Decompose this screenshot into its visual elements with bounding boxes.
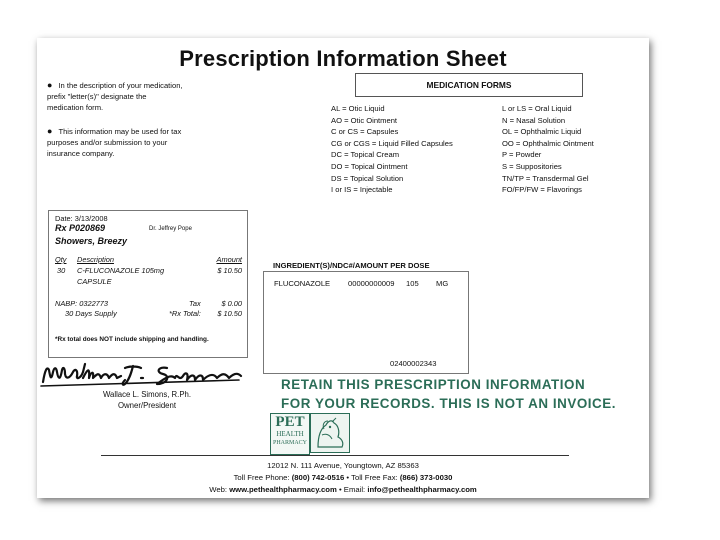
rx-desc-header: Description	[77, 255, 114, 264]
website-link[interactable]: www.pethealthpharmacy.com	[229, 485, 337, 494]
rx-amount-header: Amount	[216, 255, 242, 264]
footer-address: 12012 N. 111 Avenue, Youngtown, AZ 85363	[267, 461, 419, 470]
rx-qty: 30	[57, 266, 66, 275]
rx-footnote: *Rx total does NOT include shipping and handling.	[55, 336, 209, 343]
ingredient-code: 02400002343	[390, 359, 437, 368]
email-link[interactable]: info@pethealthpharmacy.com	[367, 485, 477, 494]
medication-forms-right: L or LS = Oral Liquid N = Nasal Solution OL = Ophthalmic Liquid OO = Ophthalmic Ointment P = Powder S = Suppositories TN/TP = Transdermal Gel FO/FP/FW = Flavorings	[502, 104, 594, 195]
note-tax-purposes: ● This information may be used for tax purposes and/or submission to your insurance company.	[47, 126, 182, 158]
rx-tax-value: $ 0.00	[221, 299, 242, 308]
pets-emblem-icon	[310, 413, 350, 453]
pharmacist-role: Owner/President	[117, 401, 177, 410]
rx-doctor: Dr. Jeffrey Pope	[149, 226, 192, 232]
rx-total-value: $ 10.50	[217, 309, 242, 318]
note-medication-prefix: ● In the description of your medication, prefix "letter(s)" designate the medication form.	[47, 80, 183, 112]
medication-forms-left: AL = Otic Liquid AO = Otic Ointment C or CS = Capsules CG or CGS = Liquid Filled Capsules DC = Topical Cream DO = Topical Ointment DS = Topical Solution I or IS = Injectable	[331, 104, 453, 195]
bullet-icon: ●	[47, 126, 53, 136]
ingredients-box	[263, 271, 469, 374]
page-title: Prescription Information Sheet	[179, 46, 507, 71]
fax-number: (866) 373-0030	[399, 473, 453, 482]
rx-tax-label: Tax	[189, 299, 201, 308]
rx-date: Date: 3/13/2008	[55, 214, 108, 223]
rx-nabp: NABP: 0322773	[55, 299, 109, 308]
ingredients-heading: INGREDIENT(S)/NDC#/AMOUNT PER DOSE	[273, 261, 430, 270]
ingredient-ndc: 00000000009	[348, 279, 395, 288]
medication-forms-heading: MEDICATION FORMS	[355, 73, 583, 97]
rx-patient: Showers, Breezy	[55, 236, 128, 246]
rx-qty-header: Qty	[55, 255, 67, 264]
pet-health-pharmacy-logo: PET HEALTH PHARMACY	[270, 413, 352, 453]
footer-phone-fax: Toll Free Phone: (800) 742-0516 • Toll Free Fax: (866) 373-0030	[233, 473, 453, 482]
ingredient-amount: 105	[406, 279, 419, 288]
rx-supply: 30 Days Supply	[65, 309, 117, 318]
pharmacist-name: Wallace L. Simons, R.Ph.	[102, 390, 192, 399]
footer-web-email: Web: www.pethealthpharmacy.com • Email: info@pethealthpharmacy.com	[209, 485, 477, 494]
ingredient-unit: MG	[436, 279, 449, 288]
footer-divider	[101, 455, 569, 456]
bullet-icon: ●	[47, 80, 53, 90]
rx-amount: $ 10.50	[217, 266, 242, 275]
rx-total-label: *Rx Total:	[169, 309, 201, 318]
rx-details-box	[48, 210, 248, 358]
ingredient-name: FLUCONAZOLE	[274, 279, 331, 288]
rx-number: Rx P020869	[55, 223, 106, 233]
signature-image	[37, 356, 247, 390]
prescription-sheet	[37, 38, 649, 498]
rx-desc-line1: C-FLUCONAZOLE 105mg	[77, 266, 165, 275]
phone-number: (800) 742-0516	[291, 473, 345, 482]
retain-notice: RETAIN THIS PRESCRIPTION INFORMATION FOR YOUR RECORDS. THIS IS NOT AN INVOICE.	[281, 377, 617, 411]
pharmacist-info	[47, 389, 247, 411]
rx-desc-line2: CAPSULE	[77, 277, 112, 286]
